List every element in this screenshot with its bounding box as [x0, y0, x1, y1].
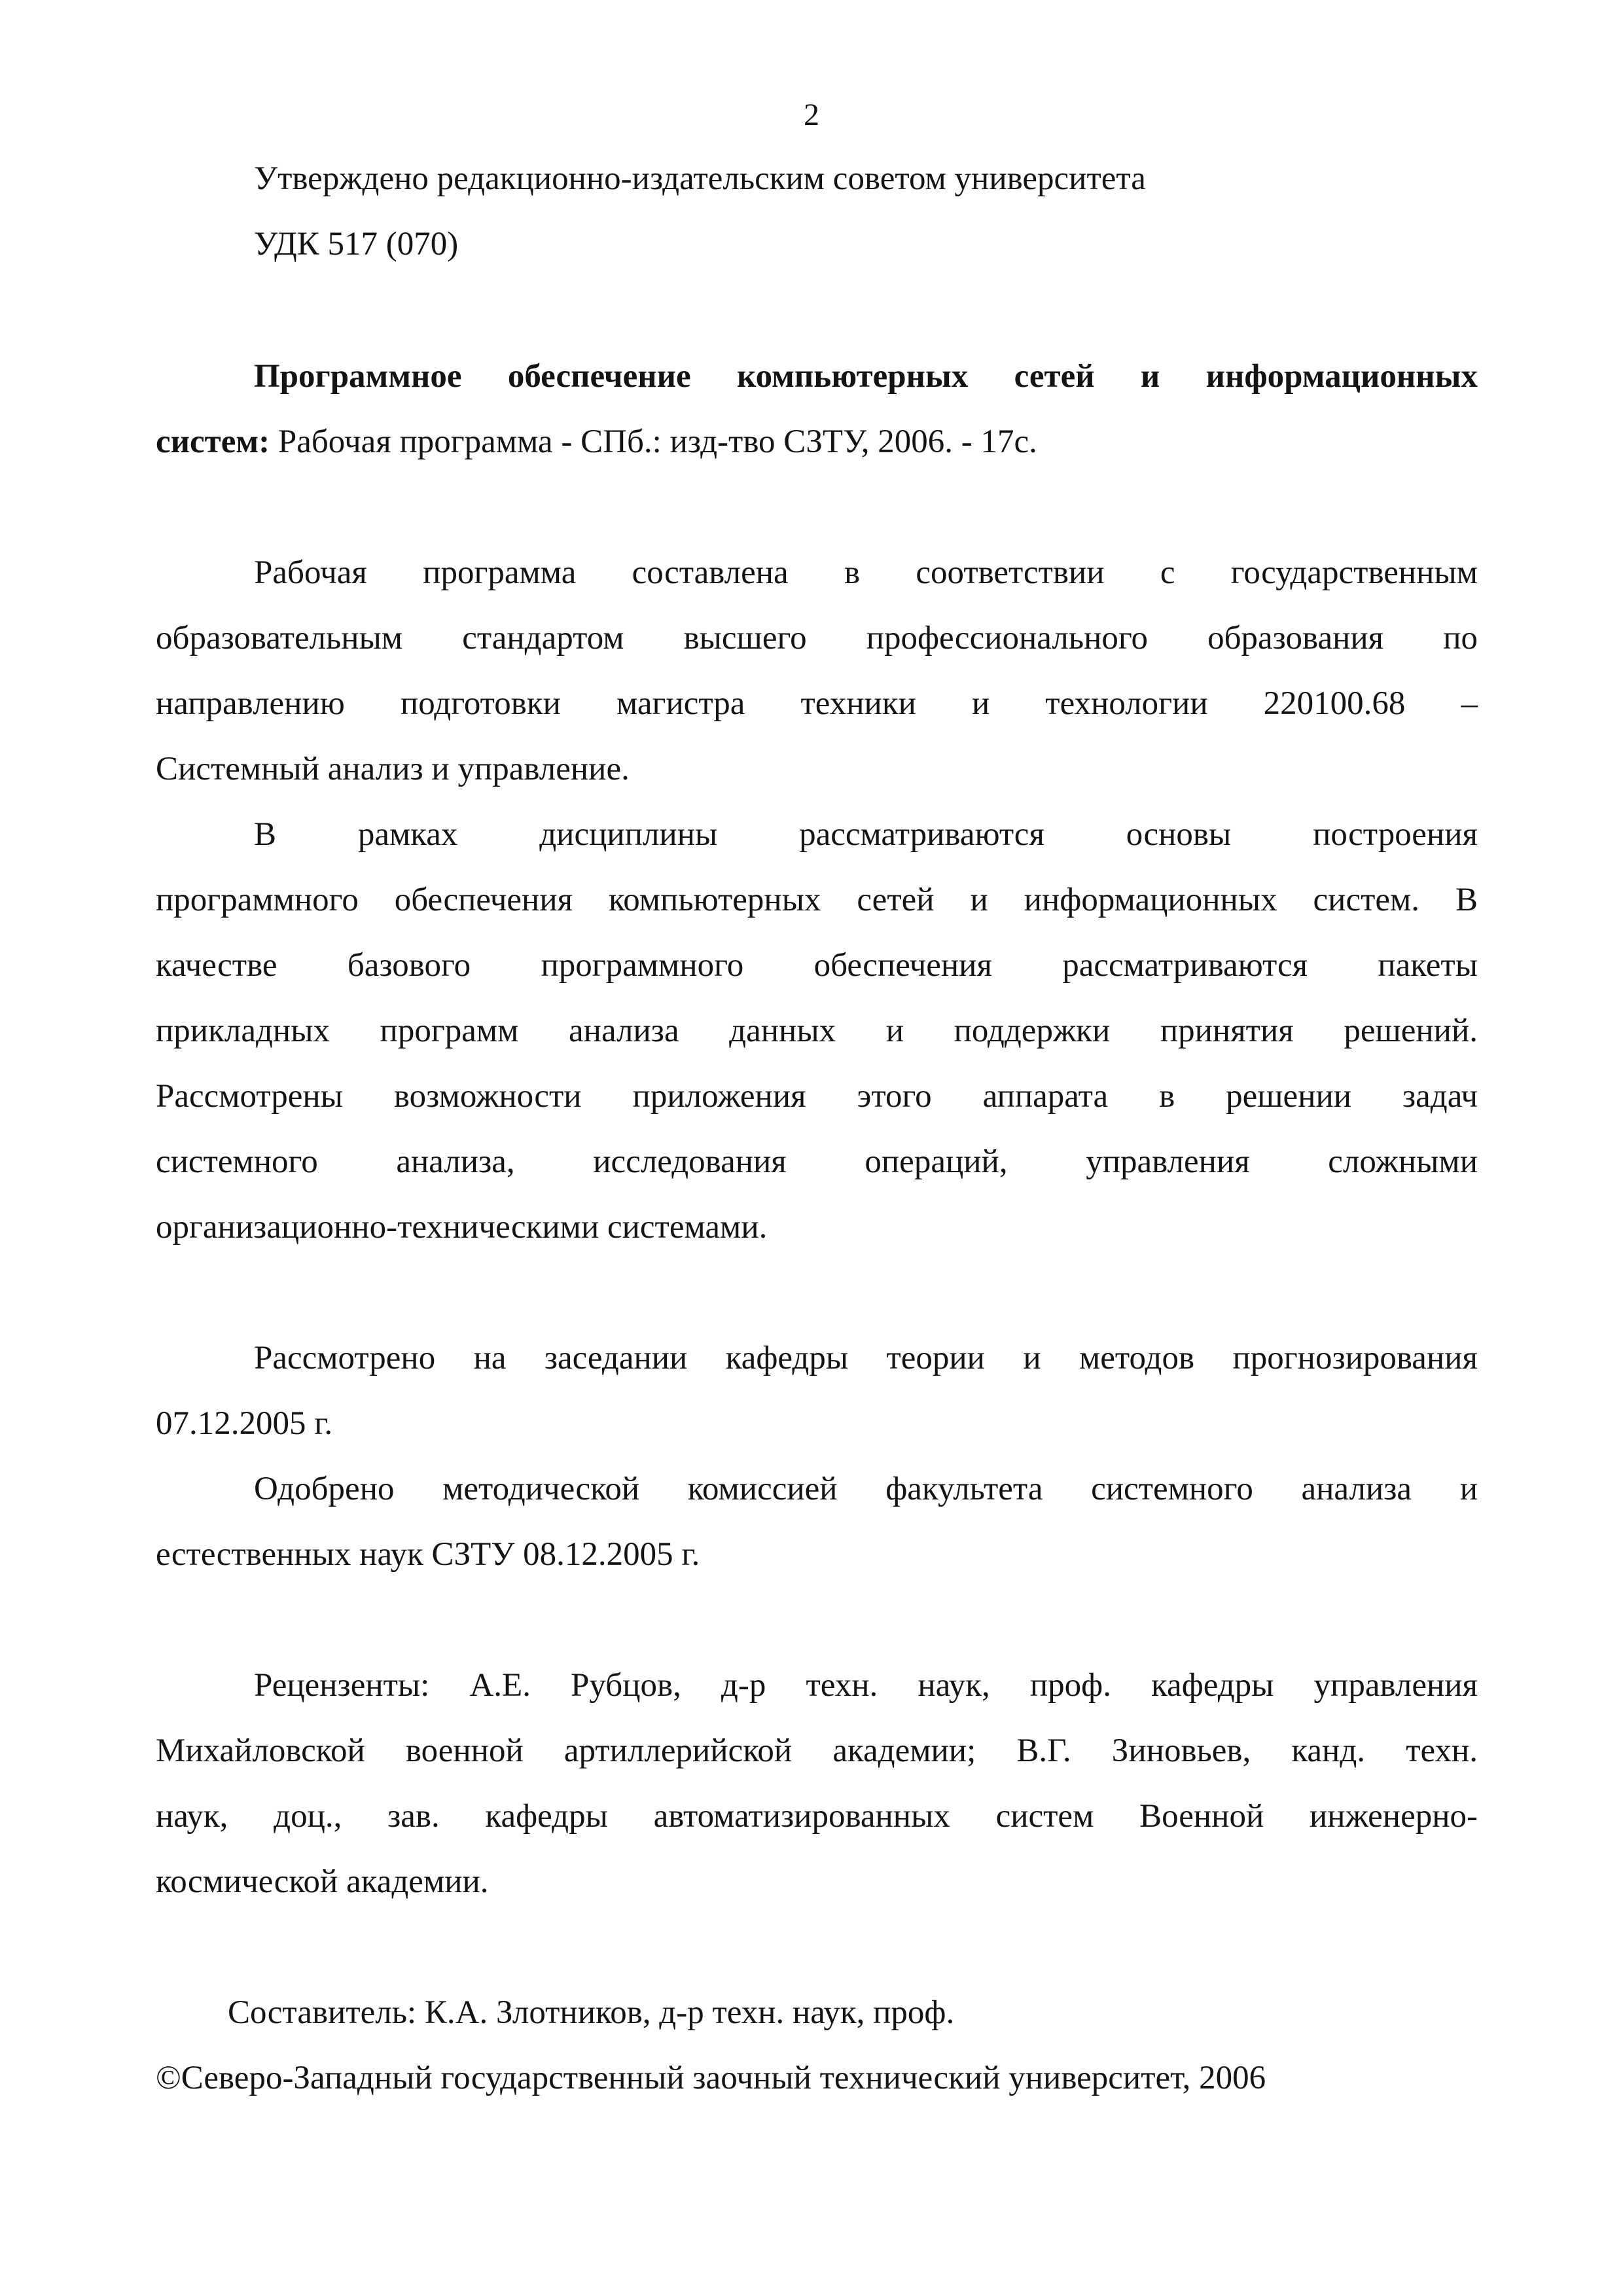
paragraph-1-line: Рабочая программа составлена в соответствии с государственным [254, 554, 1478, 591]
copyright-text: Северо-Западный государственный заочный технический университет, 2006 [181, 2060, 1266, 2096]
approval-line: Утверждено редакционно-издательским советом университета [254, 160, 1146, 197]
reviewers-line: Рецензенты: А.Е. Рубцов, д-р техн. наук, проф. кафедры управления [254, 1667, 1478, 1704]
reviewers-line: наук, доц., зав. кафедры автоматизированных систем Военной инженерно- [156, 1798, 1478, 1835]
paragraph-2-line: программного обеспечения компьютерных сетей и информационных систем. В [156, 882, 1478, 918]
citation-line-2 [156, 425, 1037, 459]
reviewers-line: космической академии. [156, 1863, 489, 1900]
copyright-icon: © [156, 2060, 181, 2096]
paragraph-2-line: качестве базового программного обеспечения рассматриваются пакеты [156, 947, 1478, 984]
page-number: 2 [804, 98, 819, 132]
paragraph-2-line: системного анализа, исследования операций, управления сложными [156, 1143, 1478, 1180]
paragraph-2-line: организационно-техническими системами. [156, 1209, 768, 1246]
reviewed-date: 07.12.2005 г. [156, 1405, 333, 1442]
citation-title-line: Программное обеспечение компьютерных сетей и информационных [254, 358, 1478, 395]
approved-date: естественных наук СЗТУ 08.12.2005 г. [156, 1536, 700, 1573]
reviewers-line: Михайловской военной артиллерийской академии; В.Г. Зиновьев, канд. техн. [156, 1732, 1478, 1769]
compiler-line: Составитель: К.А. Злотников, д-р техн. наук, проф. [228, 1994, 955, 2031]
approved-line: Одобрено методической комиссией факультета системного анализа и [254, 1471, 1478, 1507]
paragraph-1-line: направлению подготовки магистра техники и технологии 220100.68 – [156, 685, 1478, 722]
paragraph-2-line: прикладных программ анализа данных и поддержки принятия решений. [156, 1013, 1478, 1049]
copyright-line [156, 2062, 1266, 2095]
paragraph-1-line: образовательным стандартом высшего профессионального образования по [156, 620, 1478, 656]
reviewed-line: Рассмотрено на заседании кафедры теории и методов прогнозирования [254, 1340, 1478, 1376]
citation-title-end: систем: [156, 423, 270, 460]
paragraph-2-line: Рассмотрены возможности приложения этого аппарата в решении задач [156, 1078, 1478, 1115]
paragraph-1-line: Системный анализ и управление. [156, 751, 630, 787]
udk-line: УДК 517 (070) [254, 226, 459, 262]
paragraph-2-line: В рамках дисциплины рассматриваются основы построения [254, 816, 1478, 853]
citation-publication: Рабочая программа - СПб.: изд-тво СЗТУ, 2006. - 17с. [270, 423, 1037, 460]
